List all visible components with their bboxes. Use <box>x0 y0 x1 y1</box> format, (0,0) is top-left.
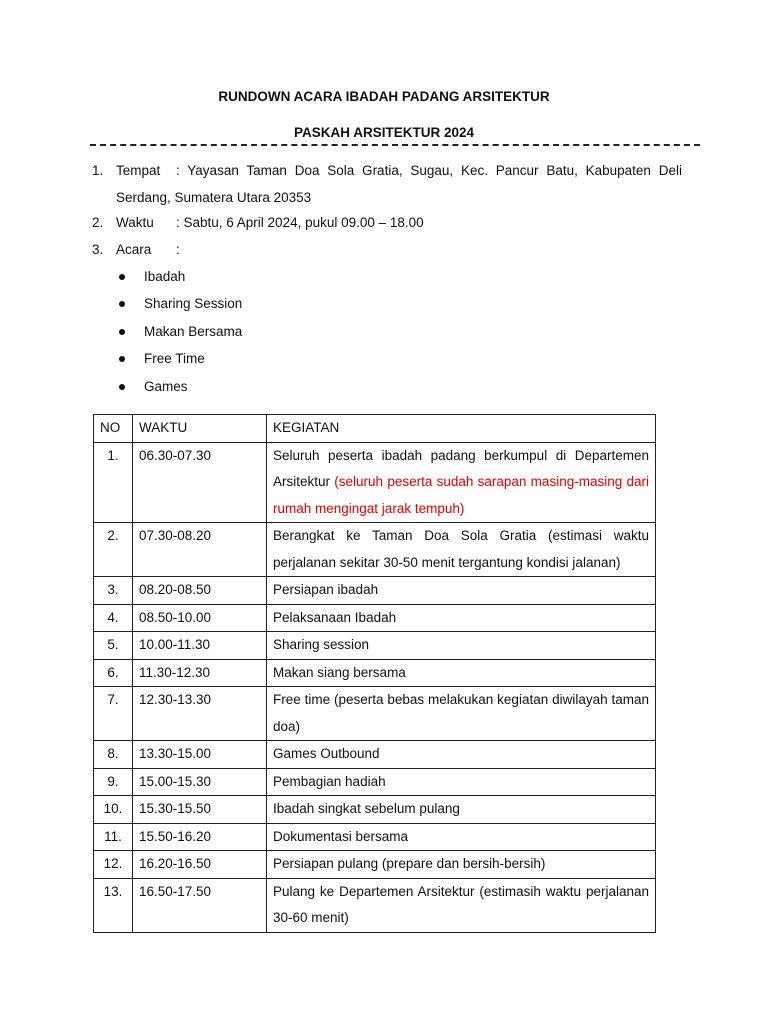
row-kegiatan: Ibadah singkat sebelum pulang <box>267 796 656 824</box>
row-no: 9. <box>94 768 133 796</box>
info-acara <box>92 236 682 263</box>
row-waktu: 07.30-08.20 <box>133 523 267 577</box>
table-row <box>94 659 656 687</box>
row-kegiatan <box>267 442 656 523</box>
table-row <box>94 632 656 660</box>
row-waktu: 08.50-10.00 <box>133 604 267 632</box>
info-number: 3. <box>92 242 104 257</box>
table-row <box>94 878 656 932</box>
row-waktu: 11.30-12.30 <box>133 659 267 687</box>
row-waktu: 15.00-15.30 <box>133 768 267 796</box>
row-kegiatan: Persiapan pulang (prepare dan bersih-bersih) <box>267 851 656 879</box>
acara-item: Sharing Session <box>116 290 242 317</box>
row-waktu: 10.00-11.30 <box>133 632 267 660</box>
info-tempat <box>92 157 682 184</box>
table-row <box>94 604 656 632</box>
row-waktu: 13.30-15.00 <box>133 741 267 769</box>
row-kegiatan: Persiapan ibadah <box>267 577 656 605</box>
kegiatan-note: (seluruh peserta sudah sarapan masing-masing dari rumah mengingat jarak tempuh) <box>273 474 649 516</box>
row-kegiatan: Pelaksanaan Ibadah <box>267 604 656 632</box>
header-kegiatan: KEGIATAN <box>267 415 656 443</box>
table-row <box>94 796 656 824</box>
acara-item: Games <box>116 373 242 400</box>
info-waktu <box>92 209 682 236</box>
header-no: NO <box>94 415 133 443</box>
row-no: 3. <box>94 577 133 605</box>
row-no: 5. <box>94 632 133 660</box>
row-kegiatan: Dokumentasi bersama <box>267 823 656 851</box>
row-kegiatan: Berangkat ke Taman Doa Sola Gratia (estimasi waktu perjalanan sekitar 30-50 menit tergantung kondisi jalanan) <box>267 523 656 577</box>
kegiatan-text: Seluruh peserta ibadah padang berkumpul di Departemen Arsitektur <box>273 447 649 489</box>
row-no: 10. <box>94 796 133 824</box>
row-no: 11. <box>94 823 133 851</box>
table-row <box>94 823 656 851</box>
info-value: : Sabtu, 6 April 2024, pukul 09.00 – 18.00 <box>176 215 424 230</box>
acara-item: Ibadah <box>116 263 242 290</box>
info-label: Waktu <box>116 215 154 230</box>
row-no: 4. <box>94 604 133 632</box>
info-number: 1. <box>92 163 104 178</box>
document-title: RUNDOWN ACARA IBADAH PADANG ARSITEKTUR <box>218 89 550 104</box>
row-waktu: 16.20-16.50 <box>133 851 267 879</box>
row-kegiatan: Sharing session <box>267 632 656 660</box>
row-no: 8. <box>94 741 133 769</box>
row-kegiatan: Pulang ke Departemen Arsitektur (estimasih waktu perjalanan 30-60 menit) <box>267 878 656 932</box>
info-value: : Yayasan Taman Doa Sola Gratia, Sugau, Kec. Pancur Batu, Kabupaten Deli <box>176 163 682 178</box>
acara-item: Makan Bersama <box>116 318 242 345</box>
info-label: Acara <box>116 242 152 257</box>
acara-item: Free Time <box>116 345 242 372</box>
row-waktu: 08.20-08.50 <box>133 577 267 605</box>
table-row <box>94 851 656 879</box>
info-number: 2. <box>92 215 104 230</box>
row-no: 13. <box>94 878 133 932</box>
acara-list <box>116 263 242 400</box>
row-no: 2. <box>94 523 133 577</box>
table-row <box>94 741 656 769</box>
header-waktu: WAKTU <box>133 415 267 443</box>
row-waktu: 15.30-15.50 <box>133 796 267 824</box>
row-no: 1. <box>94 442 133 523</box>
info-label: Tempat <box>116 163 161 178</box>
dashed-divider <box>90 144 700 146</box>
schedule-table <box>93 414 656 933</box>
row-kegiatan: Games Outbound <box>267 741 656 769</box>
row-kegiatan: Makan siang bersama <box>267 659 656 687</box>
table-row <box>94 687 656 741</box>
row-waktu: 16.50-17.50 <box>133 878 267 932</box>
info-tempat-continued: Serdang, Sumatera Utara 20353 <box>116 190 312 205</box>
table-row <box>94 523 656 577</box>
table-row <box>94 442 656 523</box>
row-kegiatan: Pembagian hadiah <box>267 768 656 796</box>
row-waktu: 06.30-07.30 <box>133 442 267 523</box>
table-row <box>94 577 656 605</box>
info-value: : <box>176 242 180 257</box>
row-no: 7. <box>94 687 133 741</box>
document-subtitle: PASKAH ARSITEKTUR 2024 <box>293 125 475 140</box>
row-waktu: 15.50-16.20 <box>133 823 267 851</box>
row-no: 6. <box>94 659 133 687</box>
row-no: 12. <box>94 851 133 879</box>
table-header-row <box>94 415 656 443</box>
row-kegiatan: Free time (peserta bebas melakukan kegiatan diwilayah taman doa) <box>267 687 656 741</box>
row-waktu: 12.30-13.30 <box>133 687 267 741</box>
table-row <box>94 768 656 796</box>
